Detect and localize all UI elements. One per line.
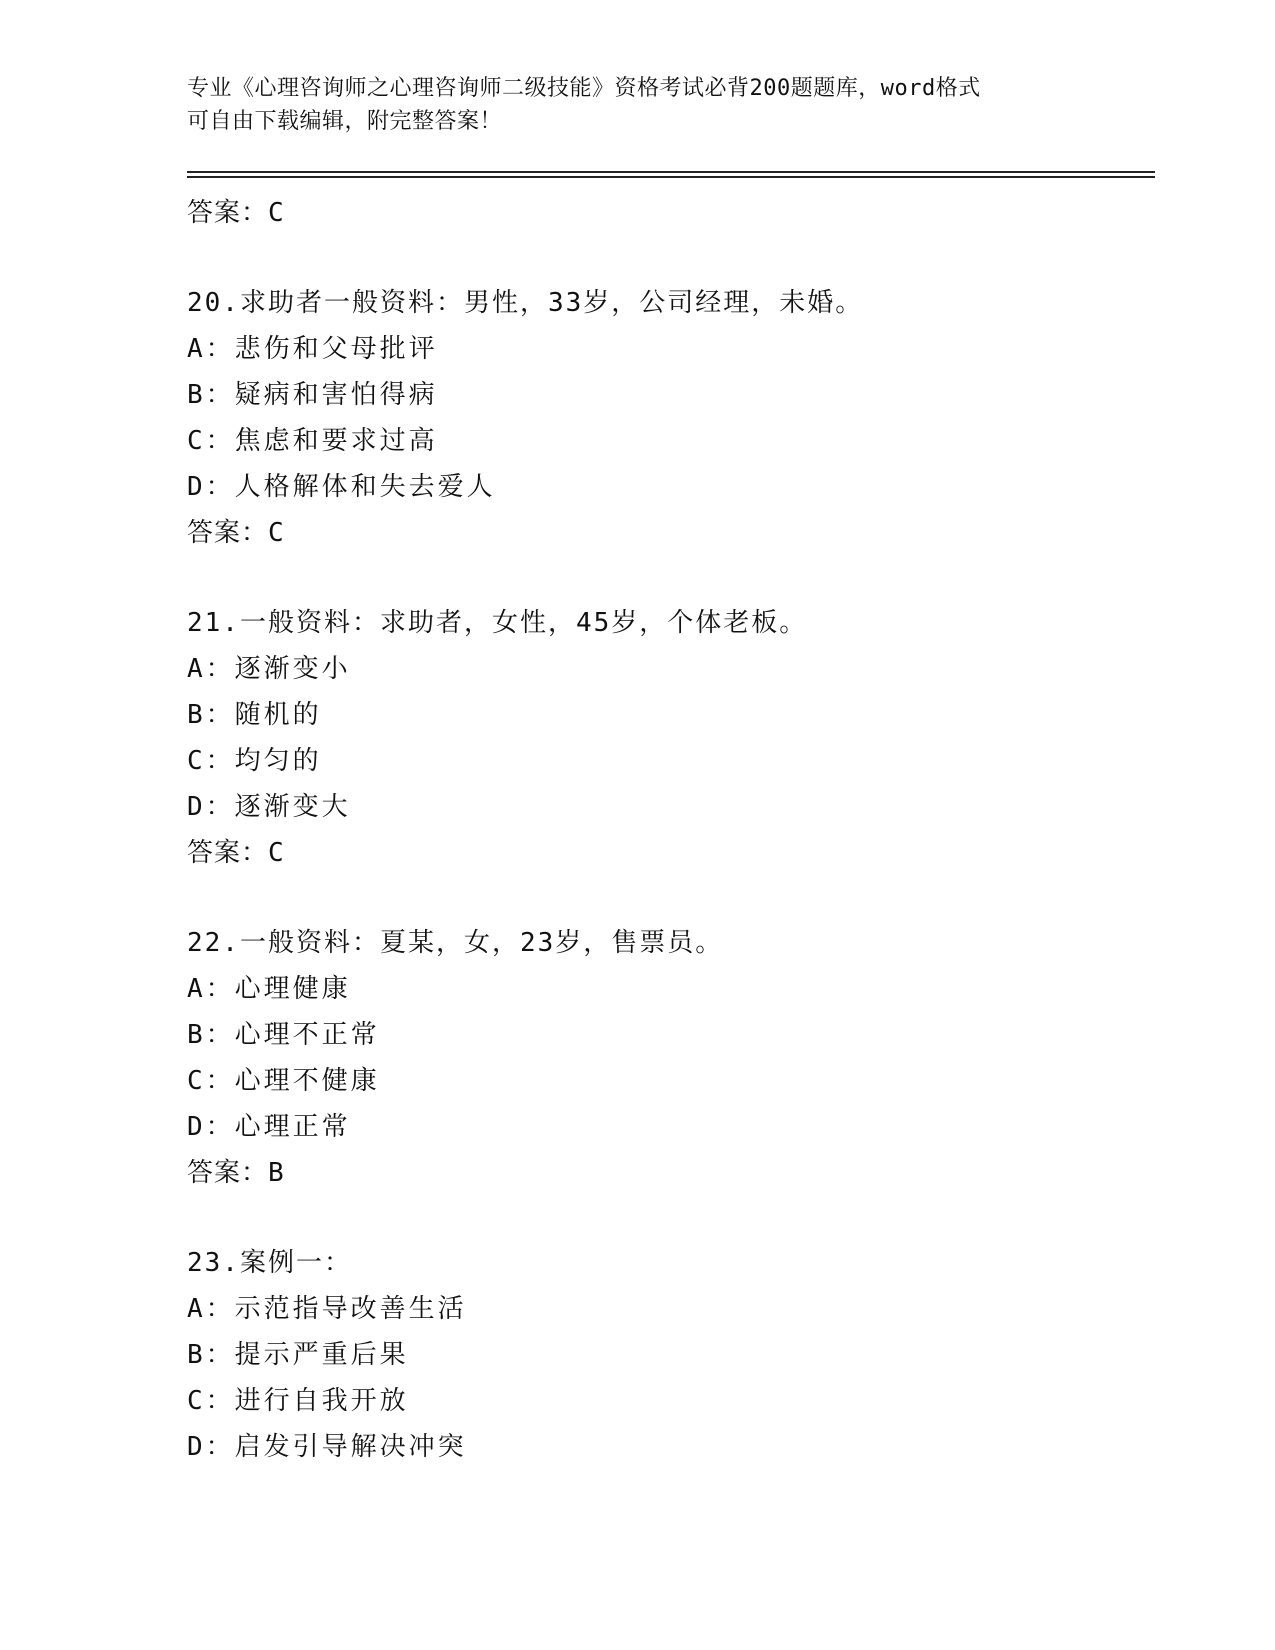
- header-rule-upper: [187, 171, 1155, 173]
- option-a: A：心理健康: [187, 974, 351, 1004]
- option-a: A：悲伤和父母批评: [187, 334, 438, 364]
- spacer: [187, 1196, 1155, 1240]
- question-stem: 21.一般资料：求助者，女性，45岁，个体老板。: [187, 608, 808, 638]
- option-b: B：疑病和害怕得病: [187, 380, 438, 410]
- spacer: [187, 876, 1155, 920]
- document-header: [187, 72, 1087, 138]
- option-a: A：逐渐变小: [187, 654, 351, 684]
- question-block-20: [187, 280, 1155, 556]
- answer-label: 答案：: [187, 1158, 269, 1188]
- question-answer: [187, 1150, 1155, 1196]
- option-d: D：逐渐变大: [187, 792, 351, 822]
- option-b: B：提示严重后果: [187, 1340, 409, 1370]
- header-rule-lower: [187, 176, 1155, 178]
- question-block-22: [187, 920, 1155, 1196]
- option-d: D：人格解体和失去爱人: [187, 472, 496, 502]
- question-answer: [187, 830, 1155, 876]
- option-d: D：心理正常: [187, 1112, 351, 1142]
- option-c: C：心理不健康: [187, 1066, 380, 1096]
- option-d: D：启发引导解决冲突: [187, 1432, 467, 1462]
- question-stem: 22.一般资料：夏某，女，23岁，售票员。: [187, 928, 724, 958]
- option-c: C：均匀的: [187, 746, 322, 776]
- option-b: B：随机的: [187, 700, 322, 730]
- question-block-23: [187, 1240, 1155, 1470]
- spacer: [187, 236, 1155, 280]
- answer-value: C: [268, 198, 285, 228]
- answer-value: C: [268, 838, 285, 868]
- spacer: [187, 556, 1155, 600]
- answer-label: 答案：: [187, 518, 269, 548]
- answer-label: 答案：: [187, 198, 269, 228]
- header-line-1: 专业《心理咨询师之心理咨询师二级技能》资格考试必背200题题库，word格式: [187, 76, 981, 101]
- option-b: B：心理不正常: [187, 1020, 380, 1050]
- option-c: C：进行自我开放: [187, 1386, 409, 1416]
- option-a: A：示范指导改善生活: [187, 1294, 467, 1324]
- option-c: C：焦虑和要求过高: [187, 426, 438, 456]
- question-stem: 23.案例一：: [187, 1248, 352, 1278]
- document-body: [187, 190, 1155, 1470]
- header-line-2: 可自由下载编辑，附完整答案！: [187, 109, 503, 134]
- answer-value: C: [268, 518, 285, 548]
- question-answer: [187, 510, 1155, 556]
- answer-label: 答案：: [187, 838, 269, 868]
- previous-answer: [187, 190, 1155, 236]
- answer-value: B: [268, 1158, 285, 1188]
- question-block-21: [187, 600, 1155, 876]
- question-stem: 20.求助者一般资料：男性，33岁，公司经理，未婚。: [187, 288, 864, 318]
